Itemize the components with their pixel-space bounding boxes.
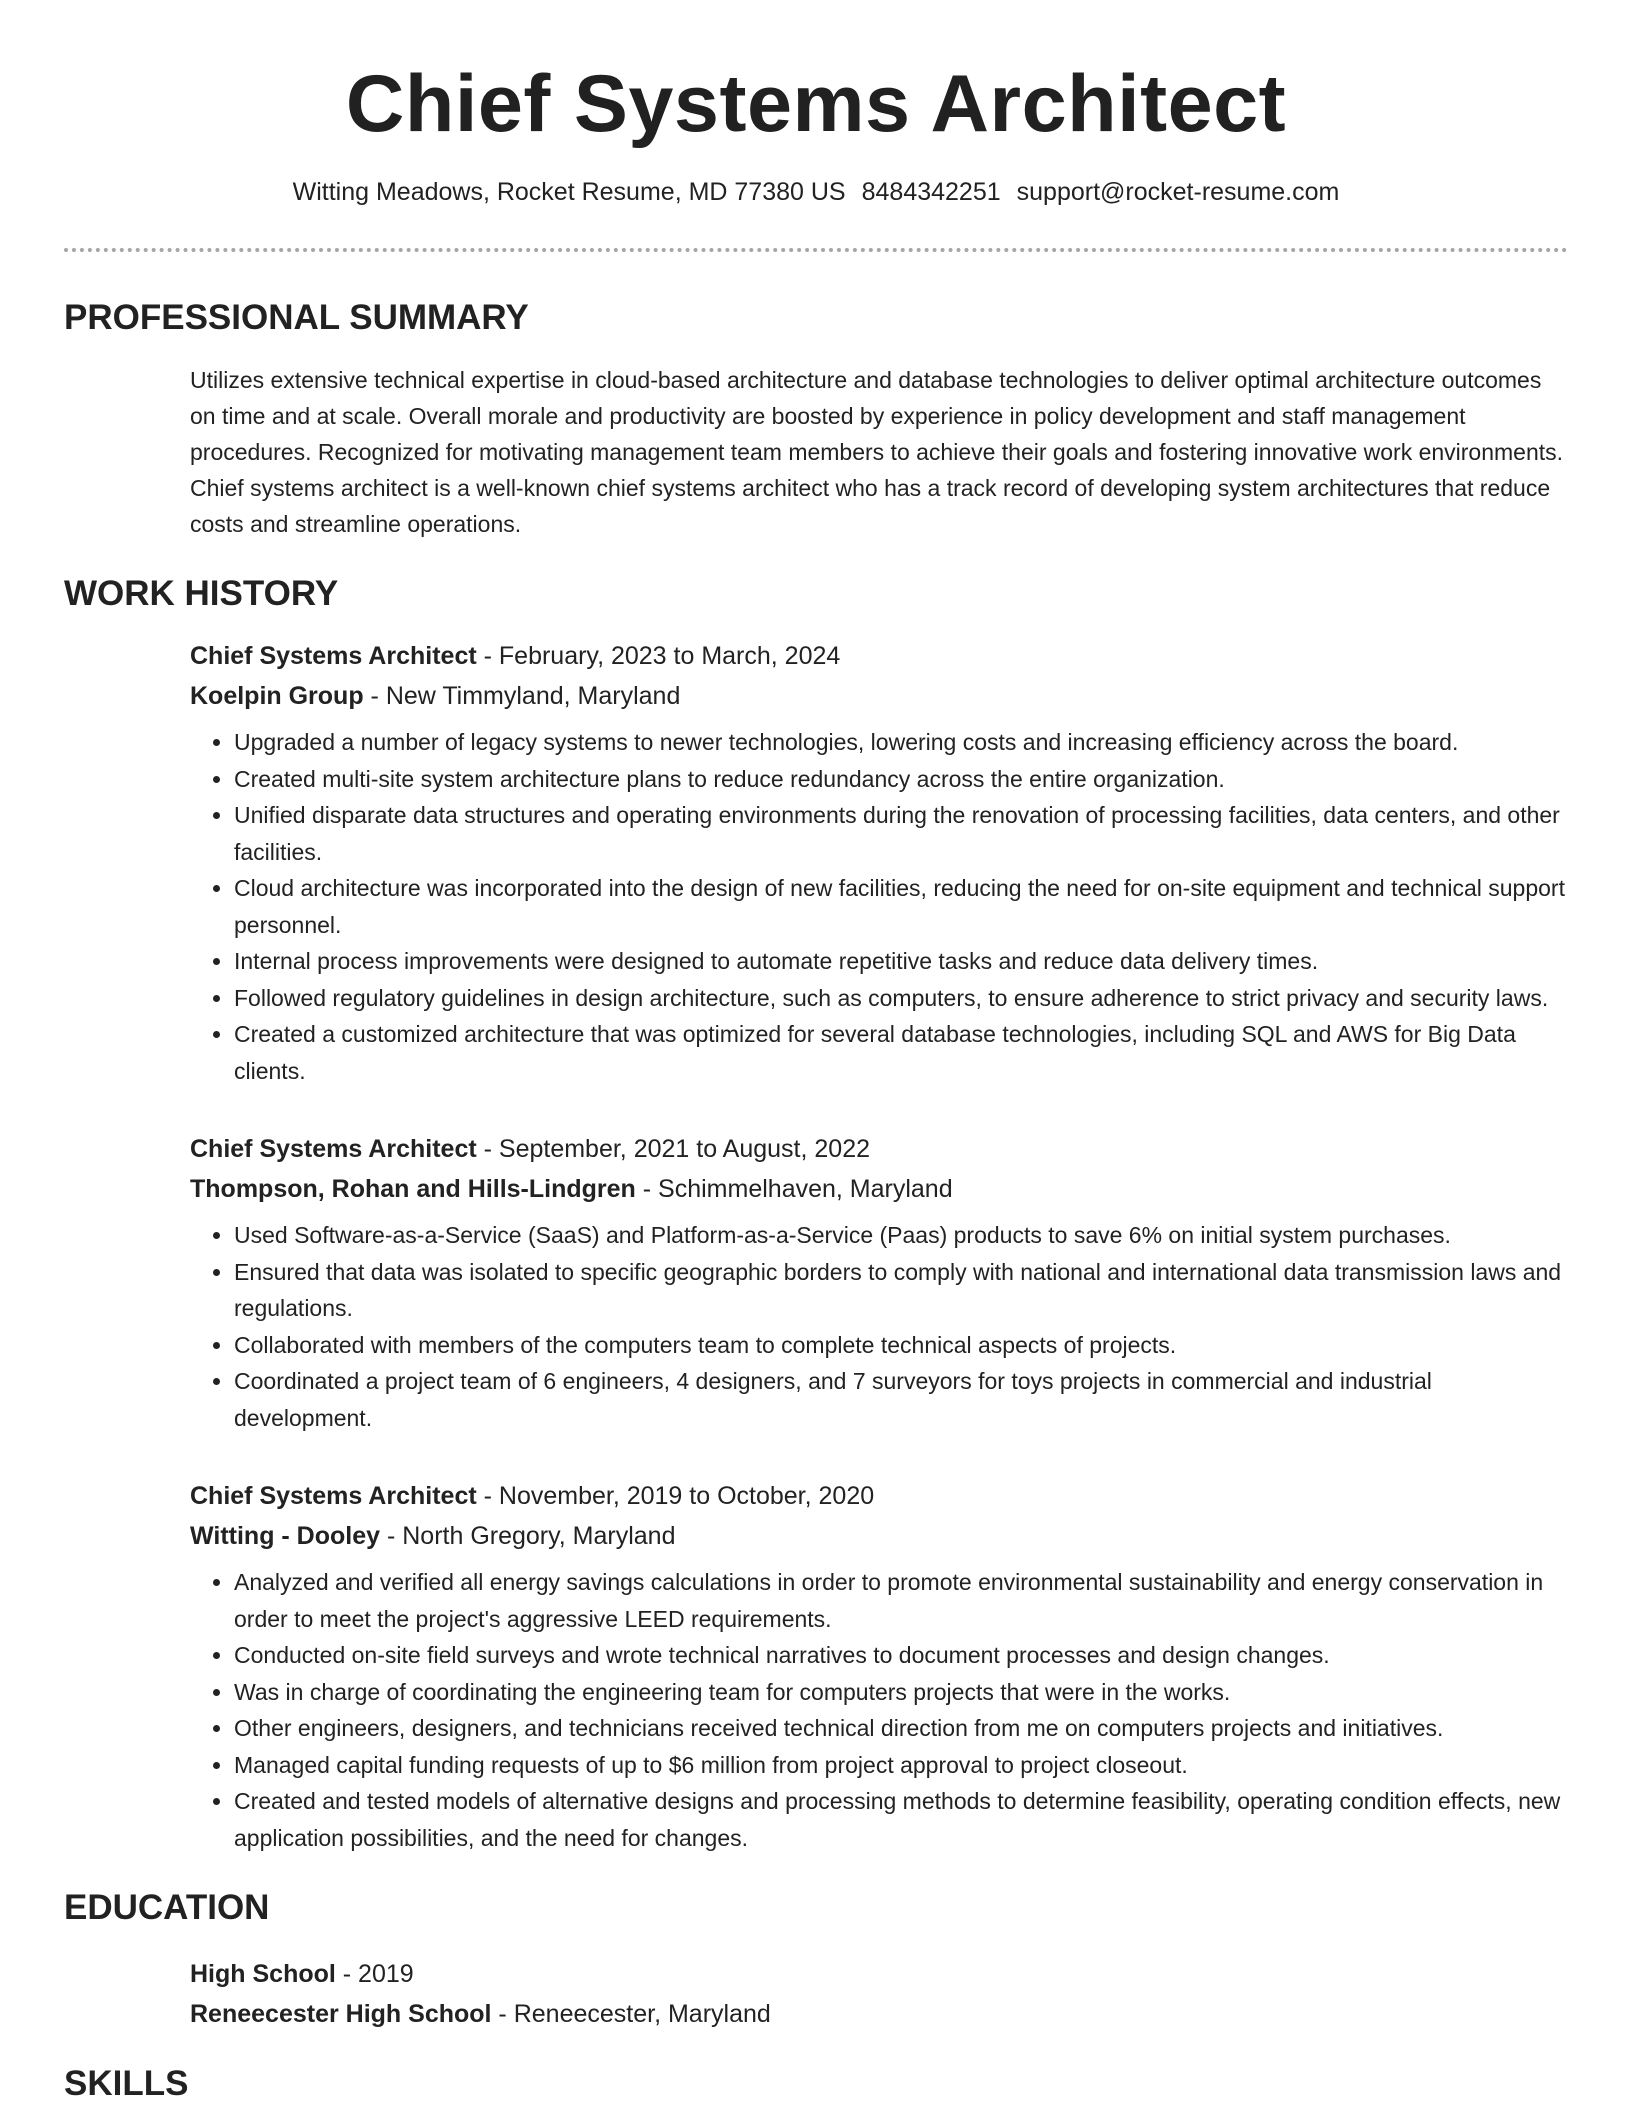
job-location: - New Timmyland, Maryland bbox=[363, 682, 681, 710]
skills-heading: SKILLS bbox=[64, 2064, 189, 2103]
job-entry-1 bbox=[190, 636, 1568, 1089]
job-location: - North Gregory, Maryland bbox=[380, 1522, 676, 1550]
education-year: - 2019 bbox=[335, 1960, 414, 1988]
education-school: Reneecester High School bbox=[190, 2000, 492, 2028]
job-entry-2 bbox=[190, 1129, 1568, 1436]
job-bullet: • Managed capital funding requests of up to $6 million from project approval to project closeout. bbox=[234, 1747, 1568, 1784]
job-bullets bbox=[190, 1564, 1568, 1856]
contact-address: Witting Meadows, Rocket Resume, MD 77380 US bbox=[292, 178, 846, 206]
contact-phone: 8484342251 bbox=[861, 178, 1001, 206]
job-bullet: • Analyzed and verified all energy savings calculations in order to promote environmental sustainability and energy conservation in order to meet the project's aggressive LEED requirements. bbox=[234, 1564, 1568, 1637]
job-company: Thompson, Rohan and Hills-Lindgren bbox=[190, 1175, 636, 1203]
education-degree: High School bbox=[190, 1960, 336, 1988]
education-school-line bbox=[190, 1994, 1568, 2034]
job-dates: - February, 2023 to March, 2024 bbox=[476, 642, 841, 670]
job-bullet: • Internal process improvements were designed to automate repetitive tasks and reduce data delivery times. bbox=[234, 943, 1568, 980]
job-role: Chief Systems Architect bbox=[190, 1135, 477, 1163]
job-location: - Schimmelhaven, Maryland bbox=[635, 1175, 953, 1203]
job-bullet: • Followed regulatory guidelines in design architecture, such as computers, to ensure adherence to strict privacy and security laws. bbox=[234, 980, 1568, 1017]
job-bullet: • Unified disparate data structures and operating environments during the renovation of processing facilities, data centers, and other facilities. bbox=[234, 797, 1568, 870]
job-bullet: • Upgraded a number of legacy systems to newer technologies, lowering costs and increasing efficiency across the board. bbox=[234, 724, 1568, 761]
job-entry-3 bbox=[190, 1476, 1568, 1856]
job-company: Koelpin Group bbox=[190, 682, 364, 710]
job-role: Chief Systems Architect bbox=[190, 642, 477, 670]
job-company: Witting - Dooley bbox=[190, 1522, 381, 1550]
job-bullet: • Created a customized architecture that was optimized for several database technologies, including SQL and AWS for Big Data clients. bbox=[234, 1016, 1568, 1089]
job-bullet: • Created multi-site system architecture plans to reduce redundancy across the entire organization. bbox=[234, 761, 1568, 798]
job-bullet: • Collaborated with members of the computers team to complete technical aspects of projects. bbox=[234, 1327, 1568, 1364]
job-bullet: • Conducted on-site field surveys and wrote technical narratives to document processes and design changes. bbox=[234, 1637, 1568, 1674]
work-history-heading: WORK HISTORY bbox=[64, 574, 339, 613]
summary-heading: PROFESSIONAL SUMMARY bbox=[64, 298, 529, 337]
education-location: - Reneecester, Maryland bbox=[491, 2000, 771, 2028]
job-role-line bbox=[190, 1129, 1568, 1169]
job-bullet: • Cloud architecture was incorporated into the design of new facilities, reducing the need for on-site equipment and technical support personnel. bbox=[234, 870, 1568, 943]
job-company-line bbox=[190, 1169, 1568, 1209]
job-dates: - November, 2019 to October, 2020 bbox=[476, 1482, 875, 1510]
summary-text: Utilizes extensive technical expertise in cloud-based architecture and database technologies to deliver optimal architecture outcomes on time and at scale. Overall morale and productivity are boosted by experience in policy development and staff management procedures. Recognized for motivating management team members to achieve their goals and fostering innovative work environments. Chief systems architect is a well-known chief systems architect who has a track record of developing system architectures that reduce costs and streamline operations. bbox=[190, 367, 1564, 537]
job-role: Chief Systems Architect bbox=[190, 1482, 477, 1510]
job-bullet: • Ensured that data was isolated to specific geographic borders to comply with national and international data transmission laws and regulations. bbox=[234, 1254, 1568, 1327]
header-divider bbox=[64, 248, 1568, 252]
job-bullet: • Other engineers, designers, and technicians received technical direction from me on computers projects and initiatives. bbox=[234, 1710, 1568, 1747]
education-heading: EDUCATION bbox=[64, 1888, 270, 1927]
job-bullet: • Was in charge of coordinating the engineering team for computers projects that were in the works. bbox=[234, 1674, 1568, 1711]
job-bullets bbox=[190, 724, 1568, 1089]
job-company-line bbox=[190, 1516, 1568, 1556]
job-bullet: • Created and tested models of alternative designs and processing methods to determine feasibility, operating condition effects, new application possibilities, and the need for changes. bbox=[234, 1783, 1568, 1856]
resume-name: Chief Systems Architect bbox=[345, 59, 1287, 149]
contact-line bbox=[64, 176, 1568, 208]
job-company-line bbox=[190, 676, 1568, 716]
job-role-line bbox=[190, 1476, 1568, 1516]
education-degree-line bbox=[190, 1954, 1568, 1994]
contact-email: support@rocket-resume.com bbox=[1016, 178, 1340, 206]
job-bullets bbox=[190, 1217, 1568, 1436]
job-bullet: • Used Software-as-a-Service (SaaS) and Platform-as-a-Service (Paas) products to save 6% on initial system purchases. bbox=[234, 1217, 1568, 1254]
job-dates: - September, 2021 to August, 2022 bbox=[476, 1135, 871, 1163]
job-bullet: • Coordinated a project team of 6 engineers, 4 designers, and 7 surveyors for toys projects in commercial and industrial development. bbox=[234, 1363, 1568, 1436]
job-role-line bbox=[190, 636, 1568, 676]
resume-page bbox=[64, 0, 1568, 2106]
education-entry bbox=[190, 1954, 1568, 2034]
